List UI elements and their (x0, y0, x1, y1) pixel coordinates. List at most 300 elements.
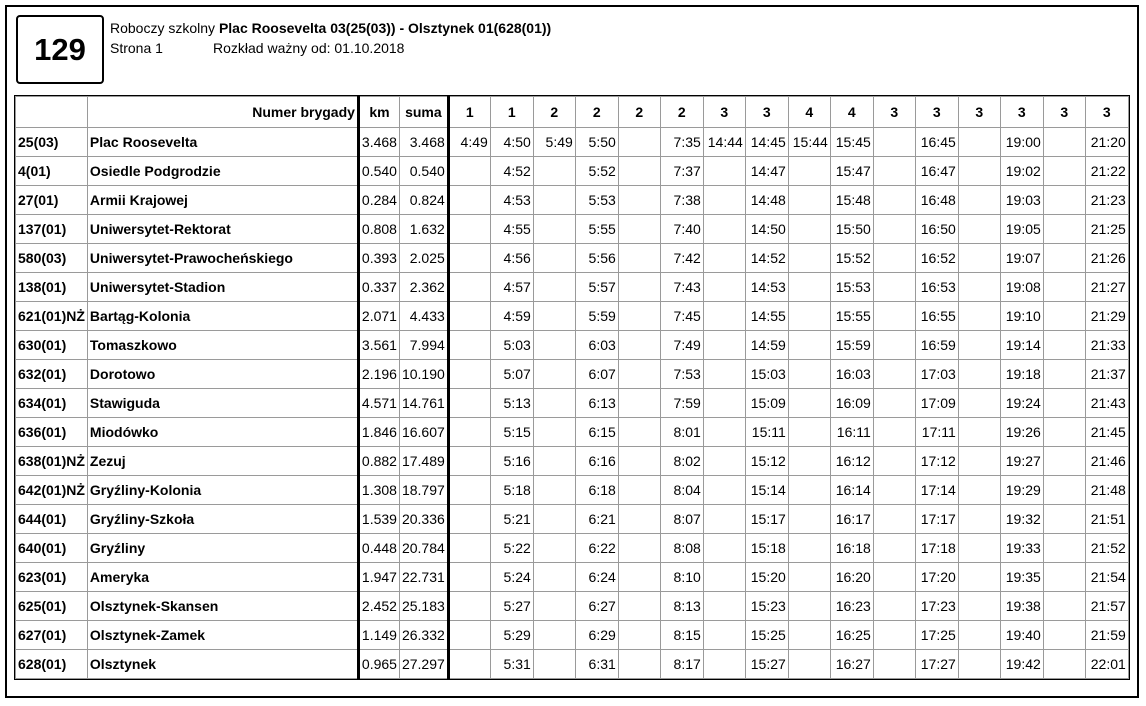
departure-time (448, 476, 490, 505)
stop-id: 642(01)NŻ (16, 476, 88, 505)
departure-time: 16:55 (915, 302, 958, 331)
departure-time (448, 592, 490, 621)
departure-time: 21:59 (1085, 621, 1128, 650)
departure-time (618, 621, 660, 650)
departure-time (1043, 186, 1085, 215)
departure-time (533, 157, 575, 186)
departure-time (788, 650, 830, 679)
stop-km: 2.452 (358, 592, 399, 621)
departure-time (958, 244, 1000, 273)
departure-time: 15:44 (788, 128, 830, 157)
departure-time (703, 418, 745, 447)
departure-time: 5:15 (490, 418, 533, 447)
departure-time (448, 244, 490, 273)
departure-time (703, 534, 745, 563)
departure-time: 15:48 (830, 186, 873, 215)
departure-time: 15:47 (830, 157, 873, 186)
brigade-number: 3 (1000, 97, 1043, 128)
brigade-number: 3 (1085, 97, 1128, 128)
departure-time: 16:11 (830, 418, 873, 447)
departure-time (958, 128, 1000, 157)
departure-time: 22:01 (1085, 650, 1128, 679)
departure-time (703, 650, 745, 679)
table-row (16, 563, 1129, 592)
departure-time: 4:49 (448, 128, 490, 157)
departure-time: 5:55 (575, 215, 618, 244)
departure-time: 21:37 (1085, 360, 1128, 389)
departure-time: 19:03 (1000, 186, 1043, 215)
departure-time (958, 592, 1000, 621)
stop-km: 0.448 (358, 534, 399, 563)
stop-sum: 2.025 (399, 244, 448, 273)
departure-time (873, 621, 915, 650)
stop-id: 25(03) (16, 128, 88, 157)
stop-km: 1.947 (358, 563, 399, 592)
departure-time: 8:08 (660, 534, 703, 563)
departure-time: 14:47 (745, 157, 788, 186)
departure-time: 21:29 (1085, 302, 1128, 331)
stop-sum: 18.797 (399, 476, 448, 505)
departure-time (533, 418, 575, 447)
departure-time: 19:32 (1000, 505, 1043, 534)
stop-name: Zezuj (87, 447, 358, 476)
departure-time: 21:22 (1085, 157, 1128, 186)
departure-time (1043, 563, 1085, 592)
departure-time: 16:03 (830, 360, 873, 389)
departure-time (533, 650, 575, 679)
stop-name: Bartąg-Kolonia (87, 302, 358, 331)
departure-time: 8:15 (660, 621, 703, 650)
departure-time: 15:25 (745, 621, 788, 650)
table-row (16, 215, 1129, 244)
departure-time: 17:23 (915, 592, 958, 621)
stop-id: 621(01)NŻ (16, 302, 88, 331)
stop-id: 580(03) (16, 244, 88, 273)
departure-time: 16:23 (830, 592, 873, 621)
departure-time (788, 186, 830, 215)
departure-time (533, 389, 575, 418)
departure-time (788, 302, 830, 331)
stop-km: 1.846 (358, 418, 399, 447)
departure-time (618, 592, 660, 621)
page-number: Strona 1 (110, 40, 163, 56)
departure-time (873, 418, 915, 447)
stop-km: 0.393 (358, 244, 399, 273)
departure-time: 21:46 (1085, 447, 1128, 476)
departure-time: 16:45 (915, 128, 958, 157)
departure-time (958, 389, 1000, 418)
departure-time: 15:27 (745, 650, 788, 679)
header-empty-cell (16, 97, 88, 128)
route-name: Plac Roosevelta 03(25(03)) - Olsztynek 01(628(01)) (218, 20, 552, 36)
departure-time: 5:16 (490, 447, 533, 476)
departure-time: 19:38 (1000, 592, 1043, 621)
stop-id: 630(01) (16, 331, 88, 360)
departure-time (448, 621, 490, 650)
departure-time (1043, 592, 1085, 621)
departure-time: 7:53 (660, 360, 703, 389)
departure-time: 17:11 (915, 418, 958, 447)
departure-time: 5:57 (575, 273, 618, 302)
departure-time: 19:29 (1000, 476, 1043, 505)
departure-time: 7:38 (660, 186, 703, 215)
departure-time: 16:50 (915, 215, 958, 244)
departure-time (788, 505, 830, 534)
departure-time (703, 331, 745, 360)
departure-time (788, 418, 830, 447)
departure-time: 21:25 (1085, 215, 1128, 244)
stop-name: Gryźliny-Szkoła (87, 505, 358, 534)
stop-id: 137(01) (16, 215, 88, 244)
stop-km: 1.539 (358, 505, 399, 534)
departure-time (873, 389, 915, 418)
departure-time: 7:42 (660, 244, 703, 273)
departure-time: 19:07 (1000, 244, 1043, 273)
departure-time: 7:43 (660, 273, 703, 302)
departure-time (958, 331, 1000, 360)
departure-time: 14:50 (745, 215, 788, 244)
brigade-number: 4 (788, 97, 830, 128)
stop-sum: 0.540 (399, 157, 448, 186)
departure-time: 7:37 (660, 157, 703, 186)
stop-km: 4.571 (358, 389, 399, 418)
header-title (110, 20, 551, 36)
departure-time (448, 302, 490, 331)
departure-time (1043, 418, 1085, 447)
departure-time (618, 244, 660, 273)
stop-name: Uniwersytet-Prawocheńskiego (87, 244, 358, 273)
departure-time (703, 157, 745, 186)
departure-time: 16:14 (830, 476, 873, 505)
brigade-number: 2 (660, 97, 703, 128)
stop-id: 625(01) (16, 592, 88, 621)
departure-time: 17:09 (915, 389, 958, 418)
departure-time: 21:20 (1085, 128, 1128, 157)
departure-time: 19:35 (1000, 563, 1043, 592)
departure-time (1043, 331, 1085, 360)
departure-time (788, 273, 830, 302)
departure-time: 15:45 (830, 128, 873, 157)
departure-time (873, 331, 915, 360)
departure-time: 19:24 (1000, 389, 1043, 418)
departure-time: 21:27 (1085, 273, 1128, 302)
stop-sum: 25.183 (399, 592, 448, 621)
departure-time: 5:49 (533, 128, 575, 157)
departure-time (958, 360, 1000, 389)
departure-time: 19:00 (1000, 128, 1043, 157)
stop-name: Plac Roosevelta (87, 128, 358, 157)
departure-time (788, 476, 830, 505)
departure-time: 4:53 (490, 186, 533, 215)
departure-time (788, 563, 830, 592)
departure-time (1043, 621, 1085, 650)
departure-time (618, 476, 660, 505)
departure-time (958, 215, 1000, 244)
stop-name: Olsztynek-Skansen (87, 592, 358, 621)
departure-time: 15:14 (745, 476, 788, 505)
departure-time (788, 157, 830, 186)
departure-time (873, 215, 915, 244)
departure-time: 5:53 (575, 186, 618, 215)
departure-time: 17:18 (915, 534, 958, 563)
departure-time (788, 331, 830, 360)
departure-time (788, 534, 830, 563)
departure-time (1043, 244, 1085, 273)
stop-sum: 20.336 (399, 505, 448, 534)
departure-time: 8:02 (660, 447, 703, 476)
departure-time (533, 592, 575, 621)
stop-km: 0.284 (358, 186, 399, 215)
departure-time (958, 563, 1000, 592)
departure-time (448, 360, 490, 389)
table-row (16, 418, 1129, 447)
table-row (16, 128, 1129, 157)
departure-time: 21:52 (1085, 534, 1128, 563)
header-row (16, 97, 1129, 128)
stop-sum: 27.297 (399, 650, 448, 679)
departure-time (703, 273, 745, 302)
departure-time (1043, 128, 1085, 157)
departure-time (618, 505, 660, 534)
valid-from: Rozkład ważny od: 01.10.2018 (213, 40, 405, 56)
departure-time: 19:42 (1000, 650, 1043, 679)
table-row (16, 360, 1129, 389)
departure-time (788, 447, 830, 476)
departure-time (533, 273, 575, 302)
departure-time (788, 360, 830, 389)
departure-time: 14:53 (745, 273, 788, 302)
departure-time (703, 563, 745, 592)
table-row (16, 505, 1129, 534)
departure-time: 16:47 (915, 157, 958, 186)
departure-time (873, 186, 915, 215)
stop-name: Ameryka (87, 563, 358, 592)
departure-time (448, 157, 490, 186)
departure-time: 16:53 (915, 273, 958, 302)
departure-time: 5:18 (490, 476, 533, 505)
departure-time (618, 128, 660, 157)
departure-time (703, 389, 745, 418)
table-row (16, 592, 1129, 621)
departure-time: 16:59 (915, 331, 958, 360)
departure-time (533, 563, 575, 592)
departure-time: 5:21 (490, 505, 533, 534)
departure-time (873, 476, 915, 505)
departure-time: 21:26 (1085, 244, 1128, 273)
departure-time (1043, 273, 1085, 302)
brigade-number: 3 (745, 97, 788, 128)
stop-id: 638(01)NŻ (16, 447, 88, 476)
departure-time (873, 360, 915, 389)
departure-time: 19:05 (1000, 215, 1043, 244)
brigade-number: 3 (958, 97, 1000, 128)
departure-time: 21:48 (1085, 476, 1128, 505)
departure-time (618, 360, 660, 389)
departure-time (1043, 476, 1085, 505)
departure-time: 19:08 (1000, 273, 1043, 302)
departure-time: 17:20 (915, 563, 958, 592)
table-row (16, 331, 1129, 360)
departure-time (703, 592, 745, 621)
stop-sum: 20.784 (399, 534, 448, 563)
departure-time (873, 534, 915, 563)
departure-time (618, 563, 660, 592)
stop-id: 640(01) (16, 534, 88, 563)
departure-time (1043, 389, 1085, 418)
table-row (16, 447, 1129, 476)
departure-time: 16:17 (830, 505, 873, 534)
departure-time: 16:48 (915, 186, 958, 215)
departure-time: 6:29 (575, 621, 618, 650)
stop-km: 0.965 (358, 650, 399, 679)
departure-time: 15:17 (745, 505, 788, 534)
departure-time: 14:48 (745, 186, 788, 215)
departure-time: 6:07 (575, 360, 618, 389)
departure-time: 5:29 (490, 621, 533, 650)
departure-time (448, 215, 490, 244)
departure-time: 8:01 (660, 418, 703, 447)
departure-time: 6:18 (575, 476, 618, 505)
stop-name: Olsztynek-Zamek (87, 621, 358, 650)
departure-time (533, 215, 575, 244)
departure-time: 8:04 (660, 476, 703, 505)
departure-time (618, 331, 660, 360)
brigade-number: 3 (873, 97, 915, 128)
departure-time (618, 186, 660, 215)
departure-time: 5:22 (490, 534, 533, 563)
stop-sum: 3.468 (399, 128, 448, 157)
stop-sum: 0.824 (399, 186, 448, 215)
departure-time: 15:12 (745, 447, 788, 476)
departure-time: 15:53 (830, 273, 873, 302)
departure-time (958, 650, 1000, 679)
departure-time: 4:59 (490, 302, 533, 331)
service-type: Roboczy szkolny (110, 20, 216, 36)
departure-time: 6:27 (575, 592, 618, 621)
stop-km: 0.808 (358, 215, 399, 244)
stop-id: 627(01) (16, 621, 88, 650)
departure-time (448, 418, 490, 447)
departure-time: 16:12 (830, 447, 873, 476)
departure-time (958, 157, 1000, 186)
departure-time: 8:17 (660, 650, 703, 679)
stop-km: 0.540 (358, 157, 399, 186)
departure-time (703, 360, 745, 389)
departure-time (788, 621, 830, 650)
stop-km: 3.468 (358, 128, 399, 157)
departure-time (448, 331, 490, 360)
departure-time (873, 302, 915, 331)
departure-time (618, 389, 660, 418)
stop-km: 1.308 (358, 476, 399, 505)
departure-time: 5:03 (490, 331, 533, 360)
departure-time: 7:35 (660, 128, 703, 157)
departure-time (618, 650, 660, 679)
stop-id: 4(01) (16, 157, 88, 186)
departure-time (448, 186, 490, 215)
departure-time (873, 128, 915, 157)
departure-time (448, 650, 490, 679)
departure-time (958, 476, 1000, 505)
stop-sum: 10.190 (399, 360, 448, 389)
departure-time (873, 244, 915, 273)
table-row (16, 534, 1129, 563)
departure-time: 19:33 (1000, 534, 1043, 563)
stop-id: 644(01) (16, 505, 88, 534)
stop-sum: 1.632 (399, 215, 448, 244)
stop-name: Tomaszkowo (87, 331, 358, 360)
departure-time: 6:24 (575, 563, 618, 592)
stop-sum: 2.362 (399, 273, 448, 302)
departure-time: 19:14 (1000, 331, 1043, 360)
departure-time: 16:09 (830, 389, 873, 418)
departure-time (958, 186, 1000, 215)
departure-time (1043, 505, 1085, 534)
departure-time (448, 389, 490, 418)
brigade-number: 2 (618, 97, 660, 128)
stop-km: 0.882 (358, 447, 399, 476)
table-row (16, 157, 1129, 186)
departure-time (1043, 157, 1085, 186)
departure-time (1043, 534, 1085, 563)
stop-sum: 7.994 (399, 331, 448, 360)
departure-time: 21:23 (1085, 186, 1128, 215)
departure-time (788, 215, 830, 244)
departure-time: 15:52 (830, 244, 873, 273)
departure-time: 21:57 (1085, 592, 1128, 621)
stop-km: 2.196 (358, 360, 399, 389)
brigade-number: 2 (575, 97, 618, 128)
departure-time: 17:12 (915, 447, 958, 476)
departure-time: 21:33 (1085, 331, 1128, 360)
departure-time: 5:59 (575, 302, 618, 331)
brigade-number: 3 (915, 97, 958, 128)
departure-time (448, 447, 490, 476)
brigade-number: 1 (448, 97, 490, 128)
departure-time: 19:40 (1000, 621, 1043, 650)
departure-time: 14:44 (703, 128, 745, 157)
departure-time: 4:50 (490, 128, 533, 157)
departure-time (533, 621, 575, 650)
table-row (16, 273, 1129, 302)
departure-time: 15:09 (745, 389, 788, 418)
departure-time (958, 418, 1000, 447)
departure-time (533, 244, 575, 273)
departure-time (618, 302, 660, 331)
departure-time: 14:55 (745, 302, 788, 331)
departure-time: 5:52 (575, 157, 618, 186)
stop-sum: 17.489 (399, 447, 448, 476)
departure-time: 7:45 (660, 302, 703, 331)
departure-time (618, 273, 660, 302)
departure-time (1043, 360, 1085, 389)
departure-time: 16:52 (915, 244, 958, 273)
departure-time: 4:55 (490, 215, 533, 244)
departure-time (873, 505, 915, 534)
departure-time: 17:27 (915, 650, 958, 679)
departure-time (958, 621, 1000, 650)
departure-time: 4:52 (490, 157, 533, 186)
departure-time: 15:11 (745, 418, 788, 447)
departure-time (788, 244, 830, 273)
stop-id: 636(01) (16, 418, 88, 447)
departure-time: 8:07 (660, 505, 703, 534)
departure-time: 16:25 (830, 621, 873, 650)
departure-time (873, 592, 915, 621)
brigade-number: 2 (533, 97, 575, 128)
departure-time (703, 447, 745, 476)
departure-time: 21:43 (1085, 389, 1128, 418)
